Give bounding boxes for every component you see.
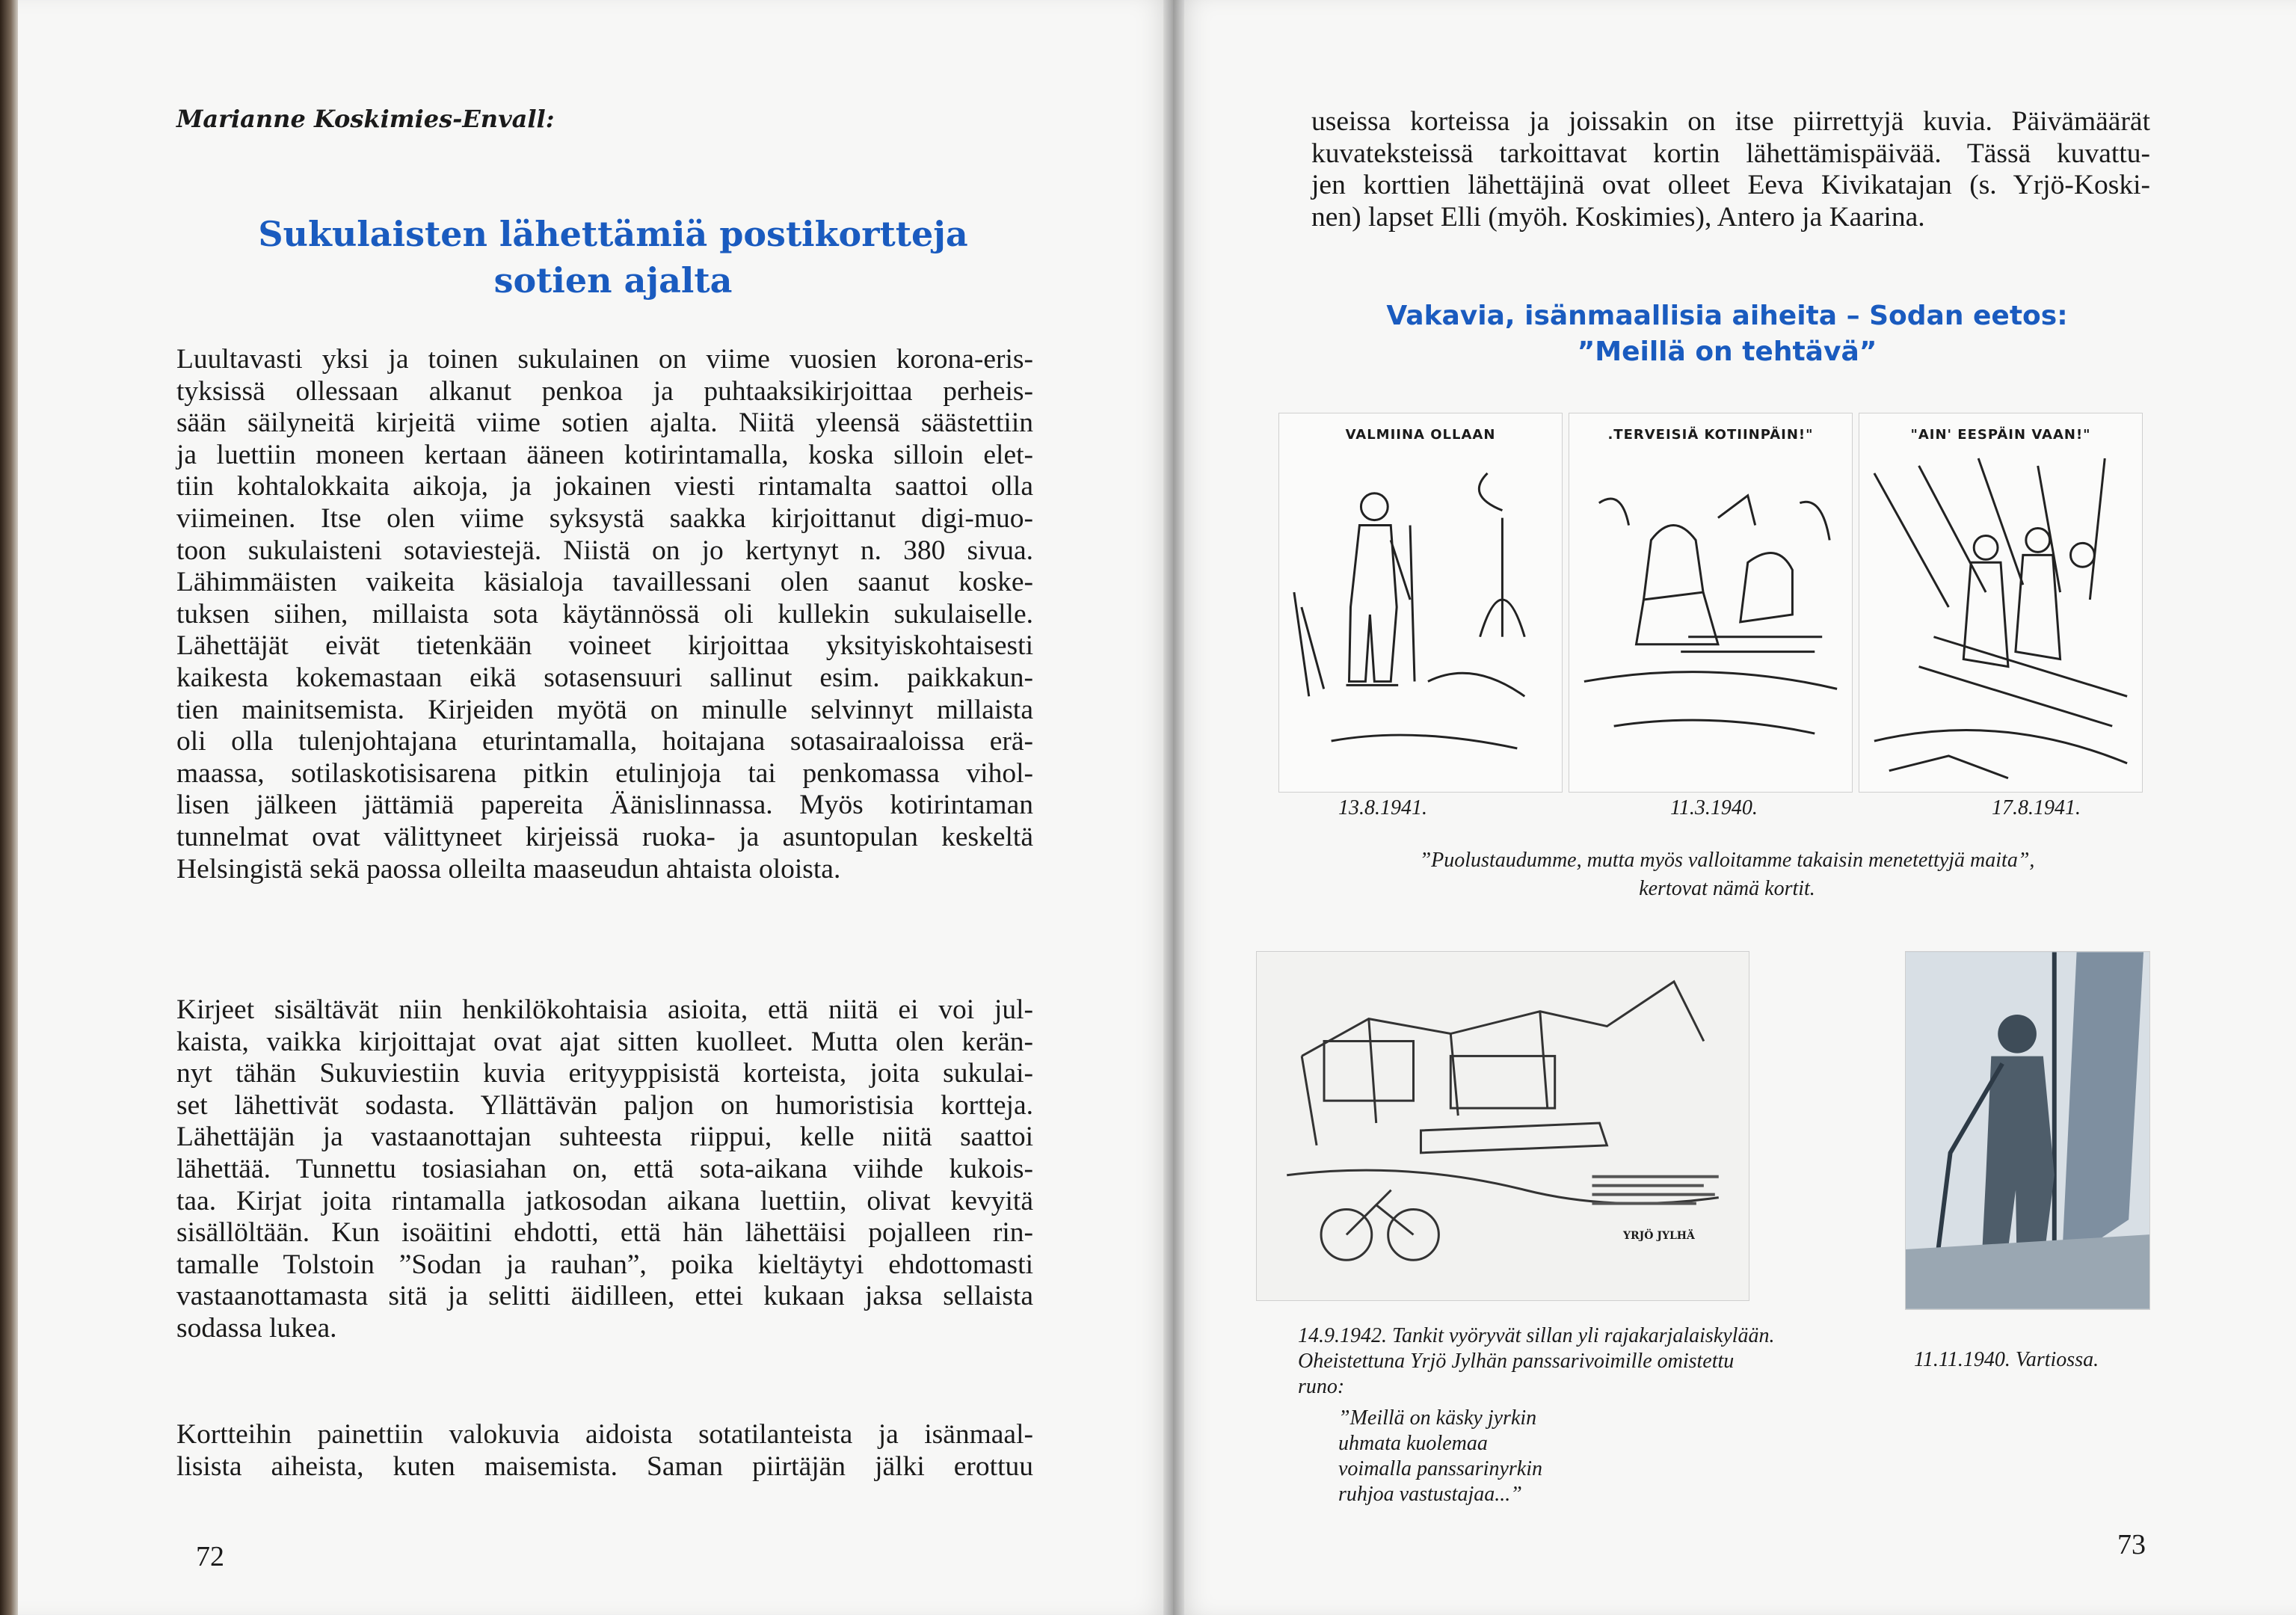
- flag-caption: 11.11.1940. Vartiossa.: [1914, 1348, 2099, 1371]
- poem-line: voimalla panssarinyrkin: [1338, 1457, 1542, 1480]
- right-intro: [1311, 106, 2150, 233]
- postcard-label: .TERVEISIÄ KOTIINPÄIN!": [1607, 427, 1814, 443]
- cards-caption-line-2: kertovat nämä kortit.: [1639, 877, 1815, 900]
- text-line: kuvateksteissä tarkoittavat kortin lähettämispäivää. Tässä kuvattu-: [1311, 138, 2150, 169]
- text-line: Lähettäjän ja vastaanottajan suhteesta riippui, kelle niitä saattoi: [176, 1122, 1033, 1153]
- text-line: lähettää. Tunnettu tosiasiahan on, että sota-aikana viihde kukois-: [176, 1153, 1033, 1184]
- card-date-2: 11.3.1940.: [1670, 796, 1758, 819]
- text-line: tunnelmat ovat välittyneet kirjeissä ruoka- ja asuntopulan keskeltä: [176, 821, 1033, 852]
- text-line: Lähimmäisten vaikeita käsialoja tavaillessani olen saanut koske-: [176, 567, 1033, 598]
- card-date-3: 17.8.1941.: [1992, 796, 2081, 819]
- text-line: Lähettäjät eivät tietenkään voineet kirjoittaa yksityiskohtaisesti: [176, 630, 1033, 662]
- card-date-1: 13.8.1941.: [1338, 796, 1427, 819]
- article-title-line-1: Sukulaisten lähettämiä postikortteja: [258, 214, 968, 254]
- page-number-right: 73: [2117, 1529, 2146, 1560]
- soldiers-advancing-illustration: [1859, 413, 2142, 792]
- tank-card-author: YRJÖ JYLHÄ: [1623, 1230, 1695, 1242]
- paragraph-2: [176, 994, 1033, 1345]
- cards-caption-line-1: ”Puolustaudumme, mutta myös valloitamme takaisin menetettyjä maita”,: [1419, 849, 2035, 872]
- text-line: tamalle Tolstoin ”Sodan ja rauhan”, poika kieltäytyi ehdottomasti: [176, 1249, 1033, 1280]
- text-line: viimeinen. Itse olen viime syksystä saakka kirjoittanut digi-muo-: [176, 502, 1033, 534]
- text-line: tyksissä ollessaan alkanut penkoa ja puhtaaksikirjoittaa perheis-: [176, 375, 1033, 407]
- page-number-left: 72: [196, 1541, 224, 1572]
- text-line: maassa, sotilaskotisisarena pitkin etulinjoja tai penkomassa vihol-: [176, 757, 1033, 789]
- text-line: sisällöltään. Kun isoäitini ehdotti, että hän lähettäisi pojalleen rin-: [176, 1217, 1033, 1249]
- text-line: kaista, vaikka kirjoittajat ovat ajat sitten kuolleet. Mutta olen kerän-: [176, 1026, 1033, 1057]
- text-line: jen korttien lähettäjinä ovat olleet Eeva Kivikatajan (s. Yrjö-Koski-: [1311, 170, 2150, 201]
- book-gutter: [1163, 0, 1184, 1615]
- text-line: Luultavasti yksi ja toinen sukulainen on viime vuosien korona-eris-: [176, 344, 1033, 375]
- soldier-with-flag-illustration: [1906, 952, 2149, 1309]
- text-line: Kortteihin painettiin valokuvia aidoista sotatilanteista ja isänmaal-: [176, 1419, 1033, 1450]
- text-line: Helsingistä sekä paossa olleilta maaseudun ahtaista oloista.: [176, 853, 841, 885]
- paragraph-1: [176, 344, 1033, 885]
- text-line: lisista aiheista, kuten maisemista. Saman piirtäjän jälki erottuu: [176, 1451, 1033, 1482]
- postcard-label: "AIN' EESPÄIN VAAN!": [1910, 427, 2091, 443]
- text-line: sodassa lukea.: [176, 1312, 337, 1344]
- paragraph-3: [176, 1419, 1033, 1483]
- poem: [1338, 1406, 1652, 1507]
- author-name: Marianne Koskimies-Envall:: [176, 105, 555, 133]
- text-line: lisen jälkeen jättämiä papereita Äänislinnassa. Myös kotirintaman: [176, 790, 1033, 821]
- tank-caption: [1298, 1323, 1791, 1400]
- text-line: tiin kohtalokkaita aikoja, ja jokainen viesti rintamalta saattoi olla: [176, 471, 1033, 502]
- postcard-label: VALMIINA OLLAAN: [1345, 427, 1496, 443]
- postcard-valmiina-ollaan: [1278, 413, 1563, 793]
- text-line: set lähettivät sodasta. Yllättävän paljon on humoristisia kortteja.: [176, 1089, 1033, 1121]
- postcard-flag-guard: [1905, 951, 2150, 1310]
- poem-line: uhmata kuolemaa: [1338, 1432, 1488, 1455]
- tanks-crossing-bridge-illustration: [1257, 952, 1749, 1300]
- text-line: Kirjeet sisältävät niin henkilökohtaisia asioita, että niitä ei voi jul-: [176, 994, 1033, 1025]
- text-line: useissa korteissa ja joissakin on itse piirrettyjä kuvia. Päivämäärät: [1311, 106, 2150, 137]
- text-line: nen) lapset Elli (myöh. Koskimies), Antero ja Kaarina.: [1311, 201, 1925, 233]
- book-edge: [0, 0, 18, 1615]
- postcard-terveisia-kotiinpain: [1569, 413, 1853, 793]
- soldier-standing-illustration: [1279, 413, 1562, 792]
- poem-line: ”Meillä on käsky jyrkin: [1338, 1406, 1537, 1430]
- poem-line: ruhjoa vastustajaa...”: [1338, 1483, 1522, 1506]
- caption-line: Oheistettuna Yrjö Jylhän panssarivoimille omistettu: [1298, 1350, 1735, 1373]
- article-title-line-2: sotien ajalta: [493, 260, 733, 301]
- text-line: tuksen siihen, millaista sota käytännössä oli kullekin sukulaiselle.: [176, 598, 1033, 630]
- section-subtitle-line-1: Vakavia, isänmaallisia aiheita – Sodan eetos:: [1386, 301, 2068, 331]
- text-line: oli olla tulenjohtajana eturintamalla, hoitajana sotasairaaloissa erä-: [176, 726, 1033, 757]
- text-line: nyt tähän Sukuviestiin kuvia erityyppisistä korteista, joita sukulai-: [176, 1058, 1033, 1089]
- two-soldiers-illustration: [1569, 413, 1852, 792]
- text-line: toon sukulaisteni sotaviestejä. Niistä on jo kertynyt n. 380 sivua.: [176, 535, 1033, 566]
- postcard-ain-eespain-vaan: [1859, 413, 2143, 793]
- caption-line: 14.9.1942. Tankit vyöryvät sillan yli rajakarjalaiskylään.: [1298, 1324, 1775, 1347]
- caption-line: runo:: [1298, 1375, 1345, 1398]
- text-line: taa. Kirjat joita rintamalla jatkosodan aikana luettiin, olivat kevyitä: [176, 1185, 1033, 1216]
- text-line: tien mainitsemista. Kirjeiden myötä on minulle selvinnyt millaista: [176, 694, 1033, 725]
- text-line: kaikesta kokemastaan eikä sotasensuuri sallinut esim. paikkakun-: [176, 662, 1033, 693]
- section-subtitle-line-2: ”Meillä on tehtävä”: [1577, 336, 1877, 367]
- text-line: sään säilyneitä kirjeitä viime sotien ajalta. Niitä yleensä säästettiin: [176, 407, 1033, 439]
- text-line: vastaanottamasta sitä ja selitti äidilleen, ettei kukaan jaksa sellaista: [176, 1281, 1033, 1312]
- text-line: ja luettiin moneen kertaan ääneen kotirintamalla, koska silloin elet-: [176, 439, 1033, 470]
- postcard-tanks-bridge: [1256, 951, 1749, 1301]
